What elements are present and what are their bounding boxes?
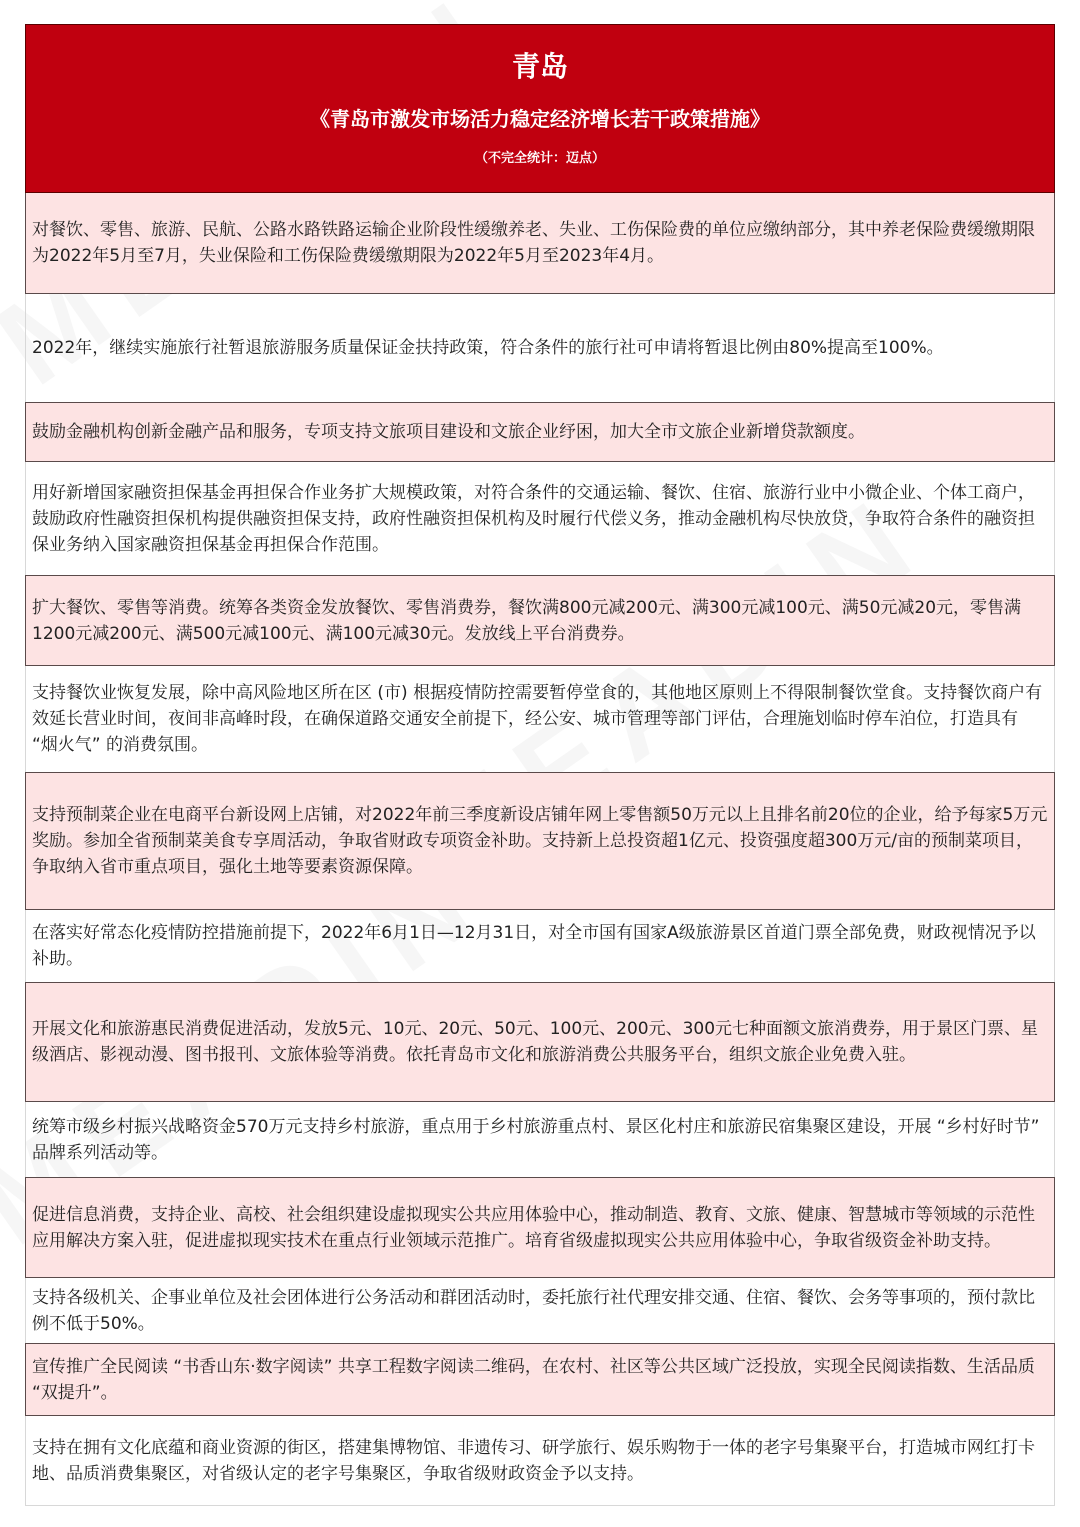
policy-item-text: 在落实好常态化疫情防控措施前提下，2022年6月1日—12月31日，对全市国有国家A级旅游景区首道门票全部免费，财政视情况予以补助。: [32, 923, 1036, 969]
policy-item: [25, 666, 1055, 772]
policy-item: [25, 1278, 1055, 1343]
policy-item: [25, 193, 1055, 294]
policy-item: [25, 402, 1055, 462]
policy-item: [25, 462, 1055, 575]
policy-item: [25, 910, 1055, 982]
policy-item-text: 支持在拥有文化底蕴和商业资源的街区，搭建集博物馆、非遗传习、研学旅行、娱乐购物于一体的老字号集聚平台，打造城市网红打卡地、品质消费集聚区，对省级认定的老字号集聚区，争取省级财政资金予以支持。: [32, 1437, 1035, 1484]
policy-item: [25, 772, 1055, 910]
document-header: [25, 24, 1055, 193]
policy-item: [25, 982, 1055, 1102]
policy-item: [25, 294, 1055, 402]
policy-item: [25, 1343, 1055, 1416]
policy-item: [25, 1416, 1055, 1506]
policy-item-text: 开展文化和旅游惠民消费促进活动，发放5元、10元、20元、50元、100元、200元、300元七种面额文旅消费券，用于景区门票、星级酒店、影视动漫、图书报刊、文旅体验等消费。依托青岛市文化和旅游消费公共服务平台，组织文旅企业免费入驻。: [32, 1019, 1039, 1065]
policy-item-text: 促进信息消费，支持企业、高校、社会组织建设虚拟现实公共应用体验中心，推动制造、教育、文旅、健康、智慧城市等领域的示范性应用解决方案入驻，促进虚拟现实技术在重点行业领域示范推广。培育省级虚拟现实公共应用体验中心，争取省级资金补助支持。: [32, 1204, 1035, 1251]
policy-item-text: 鼓励金融机构创新金融产品和服务，专项支持文旅项目建设和文旅企业纾困，加大全市文旅企业新增贷款额度。: [32, 422, 865, 442]
policy-item-text: 用好新增国家融资担保基金再担保合作业务扩大规模政策，对符合条件的交通运输、餐饮、住宿、旅游行业中小微企业、个体工商户，鼓励政府性融资担保机构提供融资担保支持，政府性融资担保机构及时履行代偿义务，推动金融机构尽快放贷，争取符合条件的融资担保业务纳入国家融资担保基金再担保合作范围。: [32, 482, 1035, 555]
policy-item-text: 2022年，继续实施旅行社暂退旅游服务质量保证金扶持政策，符合条件的旅行社可申请将暂退比例由80%提高至100%。: [32, 338, 944, 358]
policy-item-text: 支持各级机关、企事业单位及社会团体进行公务活动和群团活动时，委托旅行社代理安排交通、住宿、餐饮、会务等事项的，预付款比例不低于50%。: [32, 1287, 1035, 1334]
policy-item-text: 扩大餐饮、零售等消费。统筹各类资金发放餐饮、零售消费券，餐饮满800元减200元、满300元减100元、满50元减20元，零售满1200元减200元、满500元减100元、满100元减30元。发放线上平台消费券。: [32, 597, 1022, 644]
source-note: （不完全统计：迈点）: [474, 151, 605, 166]
policy-document: [25, 24, 1055, 1506]
policy-item-text: 对餐饮、零售、旅游、民航、公路水路铁路运输企业阶段性缓缴养老、失业、工伤保险费的单位应缴纳部分，其中养老保险费缓缴期限为2022年5月至7月，失业保险和工伤保险费缓缴期限为2022年5月至2023年4月。: [32, 220, 1035, 266]
policy-item-text: 宣传推广全民阅读 “书香山东·数字阅读” 共享工程数字阅读二维码，在农村、社区等公共区域广泛投放，实现全民阅读指数、生活品质 “双提升”。: [32, 1356, 1035, 1403]
policy-item: [25, 575, 1055, 666]
policy-item: [25, 1177, 1055, 1278]
city-title: 青岛: [511, 50, 568, 83]
policy-item: [25, 1102, 1055, 1177]
policy-title: 《青岛市激发市场活力稳定经济增长若干政策措施》: [310, 107, 770, 131]
policy-item-text: 支持餐饮业恢复发展，除中高风险地区所在区 (市) 根据疫情防控需要暂停堂食的，其他地区原则上不得限制餐饮堂食。支持餐饮商户有效延长营业时间，夜间非高峰时段，在确保道路交通安全前提下，经公安、城市管理等部门评估，合理施划临时停车泊位，打造具有 “烟火气” 的消费氛围。: [32, 683, 1043, 755]
policy-item-text: 支持预制菜企业在电商平台新设网上店铺，对2022年前三季度新设店铺年网上零售额50万元以上且排名前20位的企业，给予每家5万元奖励。参加全省预制菜美食专享周活动，争取省财政专项资金补助。支持新上总投资超1亿元、投资强度超300万元/亩的预制菜项目，争取纳入省市重点项目，强化土地等要素资源保障。: [32, 805, 1048, 877]
policy-item-text: 统筹市级乡村振兴战略资金570万元支持乡村旅游，重点用于乡村旅游重点村、景区化村庄和旅游民宿集聚区建设，开展 “乡村好时节” 品牌系列活动等。: [32, 1116, 1040, 1163]
